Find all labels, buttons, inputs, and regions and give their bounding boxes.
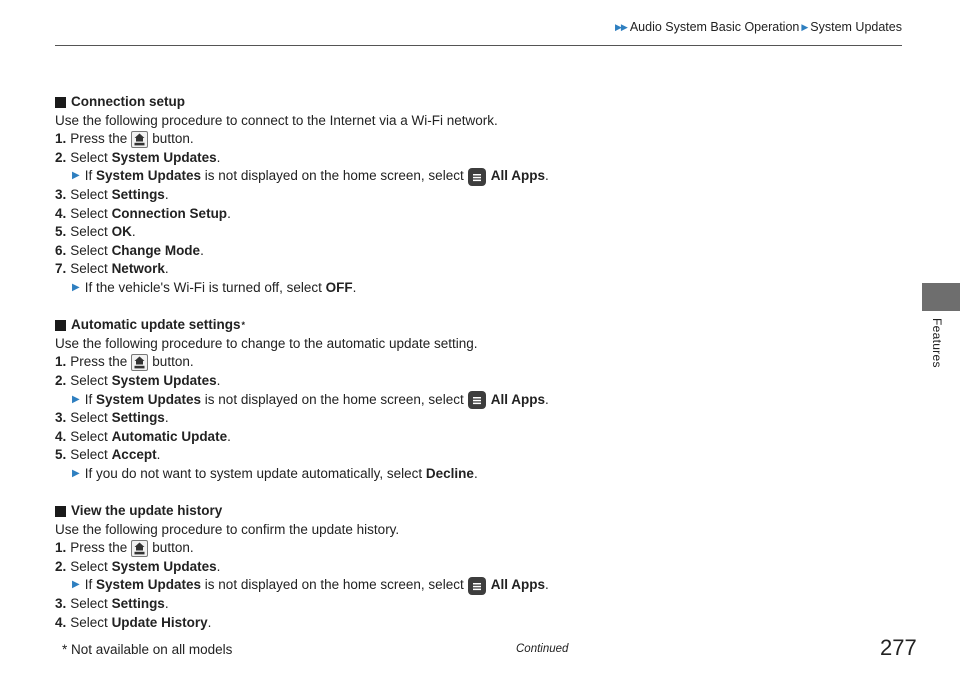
- step-bold: Automatic Update: [111, 428, 228, 444]
- note-text: If the vehicle's Wi-Fi is turned off, select: [84, 279, 322, 295]
- step-post: button.: [152, 131, 194, 147]
- note-arrow-icon: ▶: [72, 393, 80, 405]
- step-post: .: [131, 224, 136, 240]
- step-number: 3.: [55, 410, 67, 426]
- step: [55, 205, 905, 224]
- step-post: button.: [152, 540, 194, 556]
- step: [55, 595, 905, 614]
- step-bold: System Updates: [111, 558, 217, 574]
- section-title: View the update history: [71, 503, 223, 519]
- section-title: Automatic update settings: [71, 317, 241, 333]
- step-number: 2.: [55, 149, 67, 165]
- all-apps-icon: [468, 577, 486, 595]
- step-text: Press the: [70, 354, 128, 370]
- note-if: If: [84, 391, 93, 407]
- step-post: .: [216, 372, 221, 388]
- step-post: .: [164, 410, 169, 426]
- step-text: Press the: [70, 540, 128, 556]
- step-post: .: [156, 447, 161, 463]
- step-number: 4.: [55, 428, 67, 444]
- step-post: .: [216, 149, 221, 165]
- step-post: .: [207, 614, 212, 630]
- step-text: Select: [70, 596, 108, 612]
- note-text: is not displayed on the home screen, select: [204, 391, 464, 407]
- home-button-icon: [131, 540, 148, 557]
- note-post: .: [544, 577, 549, 593]
- step-text: Select: [70, 149, 108, 165]
- all-apps-icon: [468, 391, 486, 409]
- intro-text: Use the following procedure to connect to the Internet via a Wi-Fi network.: [55, 112, 498, 128]
- step-note: [55, 279, 905, 298]
- step: [55, 260, 905, 279]
- home-button-icon: [131, 354, 148, 371]
- step: [55, 353, 905, 372]
- step: [55, 446, 905, 465]
- step-bold: Accept: [111, 447, 157, 463]
- note-bold: OFF: [325, 279, 353, 295]
- step-number: 6.: [55, 242, 67, 258]
- step: [55, 242, 905, 261]
- step-post: button.: [152, 354, 194, 370]
- step: [55, 614, 905, 633]
- note-post: .: [352, 279, 357, 295]
- continued-label: Continued: [516, 643, 569, 655]
- step-note: [55, 465, 905, 484]
- step-post: .: [227, 428, 231, 444]
- heading-square-icon: [55, 506, 66, 517]
- heading-square-icon: [55, 320, 66, 331]
- note-bold: System Updates: [95, 168, 202, 184]
- step-bold: Change Mode: [111, 242, 201, 258]
- heading-square-icon: [55, 97, 66, 108]
- note-bold: All Apps: [490, 391, 545, 407]
- step-text: Select: [70, 242, 108, 258]
- step-number: 1.: [55, 354, 67, 370]
- note-bold: System Updates: [95, 391, 202, 407]
- page-number: 277: [880, 635, 917, 660]
- breadcrumb-arrow-icon: ▶: [801, 21, 808, 32]
- step-text: Select: [70, 428, 108, 444]
- step-bold: System Updates: [111, 149, 217, 165]
- step: [55, 409, 905, 428]
- intro-text: Use the following procedure to change to the automatic update setting.: [55, 335, 478, 351]
- step: [55, 223, 905, 242]
- section-gap: [55, 298, 905, 317]
- step-post: .: [164, 186, 169, 202]
- step-number: 7.: [55, 261, 67, 277]
- step-bold: Settings: [111, 596, 165, 612]
- step-bold: System Updates: [111, 372, 217, 388]
- main-content: [55, 93, 905, 632]
- note-post: .: [544, 168, 549, 184]
- home-button-icon: [131, 131, 148, 148]
- section-intro: [55, 335, 905, 354]
- step-note: [55, 167, 905, 186]
- note-text: is not displayed on the home screen, select: [204, 168, 464, 184]
- step-number: 5.: [55, 447, 67, 463]
- all-apps-icon: [468, 168, 486, 186]
- step-text: Select: [70, 205, 108, 221]
- step: [55, 130, 905, 149]
- breadcrumb: [615, 20, 902, 34]
- step-text: Select: [70, 614, 108, 630]
- step-number: 2.: [55, 372, 67, 388]
- step: [55, 149, 905, 168]
- step-bold: OK: [111, 224, 132, 240]
- step-number: 2.: [55, 558, 67, 574]
- step-number: 4.: [55, 205, 67, 221]
- step-note: [55, 391, 905, 410]
- note-arrow-icon: ▶: [72, 467, 80, 479]
- step-post: .: [227, 205, 231, 221]
- section-heading: [55, 93, 905, 112]
- step-post: .: [216, 558, 221, 574]
- step-text: Select: [70, 558, 108, 574]
- note-if: If: [84, 168, 93, 184]
- step-bold: Network: [111, 261, 165, 277]
- note-bold: System Updates: [95, 577, 202, 593]
- header-rule: [55, 45, 902, 46]
- intro-text: Use the following procedure to confirm the update history.: [55, 521, 400, 537]
- step-text: Select: [70, 186, 108, 202]
- step: [55, 186, 905, 205]
- step-text: Select: [70, 261, 108, 277]
- section-heading: Automatic update settings *: [55, 316, 905, 335]
- step-text: Select: [70, 224, 108, 240]
- step: [55, 372, 905, 391]
- side-tab-label: Features: [930, 318, 944, 368]
- note-post: .: [544, 391, 549, 407]
- note-arrow-icon: ▶: [72, 281, 80, 293]
- step-number: 5.: [55, 224, 67, 240]
- note-text: is not displayed on the home screen, select: [204, 577, 464, 593]
- step-number: 1.: [55, 131, 67, 147]
- step-post: .: [164, 596, 169, 612]
- step-text: Select: [70, 372, 108, 388]
- step-text: Select: [70, 447, 108, 463]
- step-bold: Update History: [111, 614, 208, 630]
- step-bold: Settings: [111, 186, 165, 202]
- section-heading: [55, 502, 905, 521]
- step-number: 1.: [55, 540, 67, 556]
- step-post: .: [164, 261, 169, 277]
- step: [55, 558, 905, 577]
- note-bold: Decline: [425, 465, 474, 481]
- step-text: Select: [70, 410, 108, 426]
- breadcrumb-item: Audio System Basic Operation: [629, 20, 800, 34]
- step-bold: Connection Setup: [111, 205, 228, 221]
- step: [55, 428, 905, 447]
- step: [55, 539, 905, 558]
- step-number: 3.: [55, 186, 67, 202]
- note-bold: All Apps: [490, 168, 545, 184]
- step-note: [55, 576, 905, 595]
- step-bold: Settings: [111, 410, 165, 426]
- section-intro: [55, 112, 905, 131]
- step-number: 4.: [55, 614, 67, 630]
- note-post: .: [473, 465, 478, 481]
- note-bold: All Apps: [490, 577, 545, 593]
- step-number: 3.: [55, 596, 67, 612]
- note-arrow-icon: ▶: [72, 170, 80, 182]
- note-if: If: [84, 577, 93, 593]
- note-text: If you do not want to system update automatically, select: [84, 465, 423, 481]
- section-intro: [55, 521, 905, 540]
- breadcrumb-item: System Updates: [810, 20, 902, 34]
- side-tab: [922, 283, 960, 311]
- section-gap: [55, 483, 905, 502]
- footnote: * Not available on all models: [62, 642, 233, 657]
- step-post: .: [200, 242, 204, 258]
- breadcrumb-arrow-icon: ▶▶: [614, 21, 627, 32]
- section-title: Connection setup: [71, 94, 185, 109]
- note-arrow-icon: ▶: [72, 579, 80, 591]
- step-text: Press the: [70, 131, 128, 147]
